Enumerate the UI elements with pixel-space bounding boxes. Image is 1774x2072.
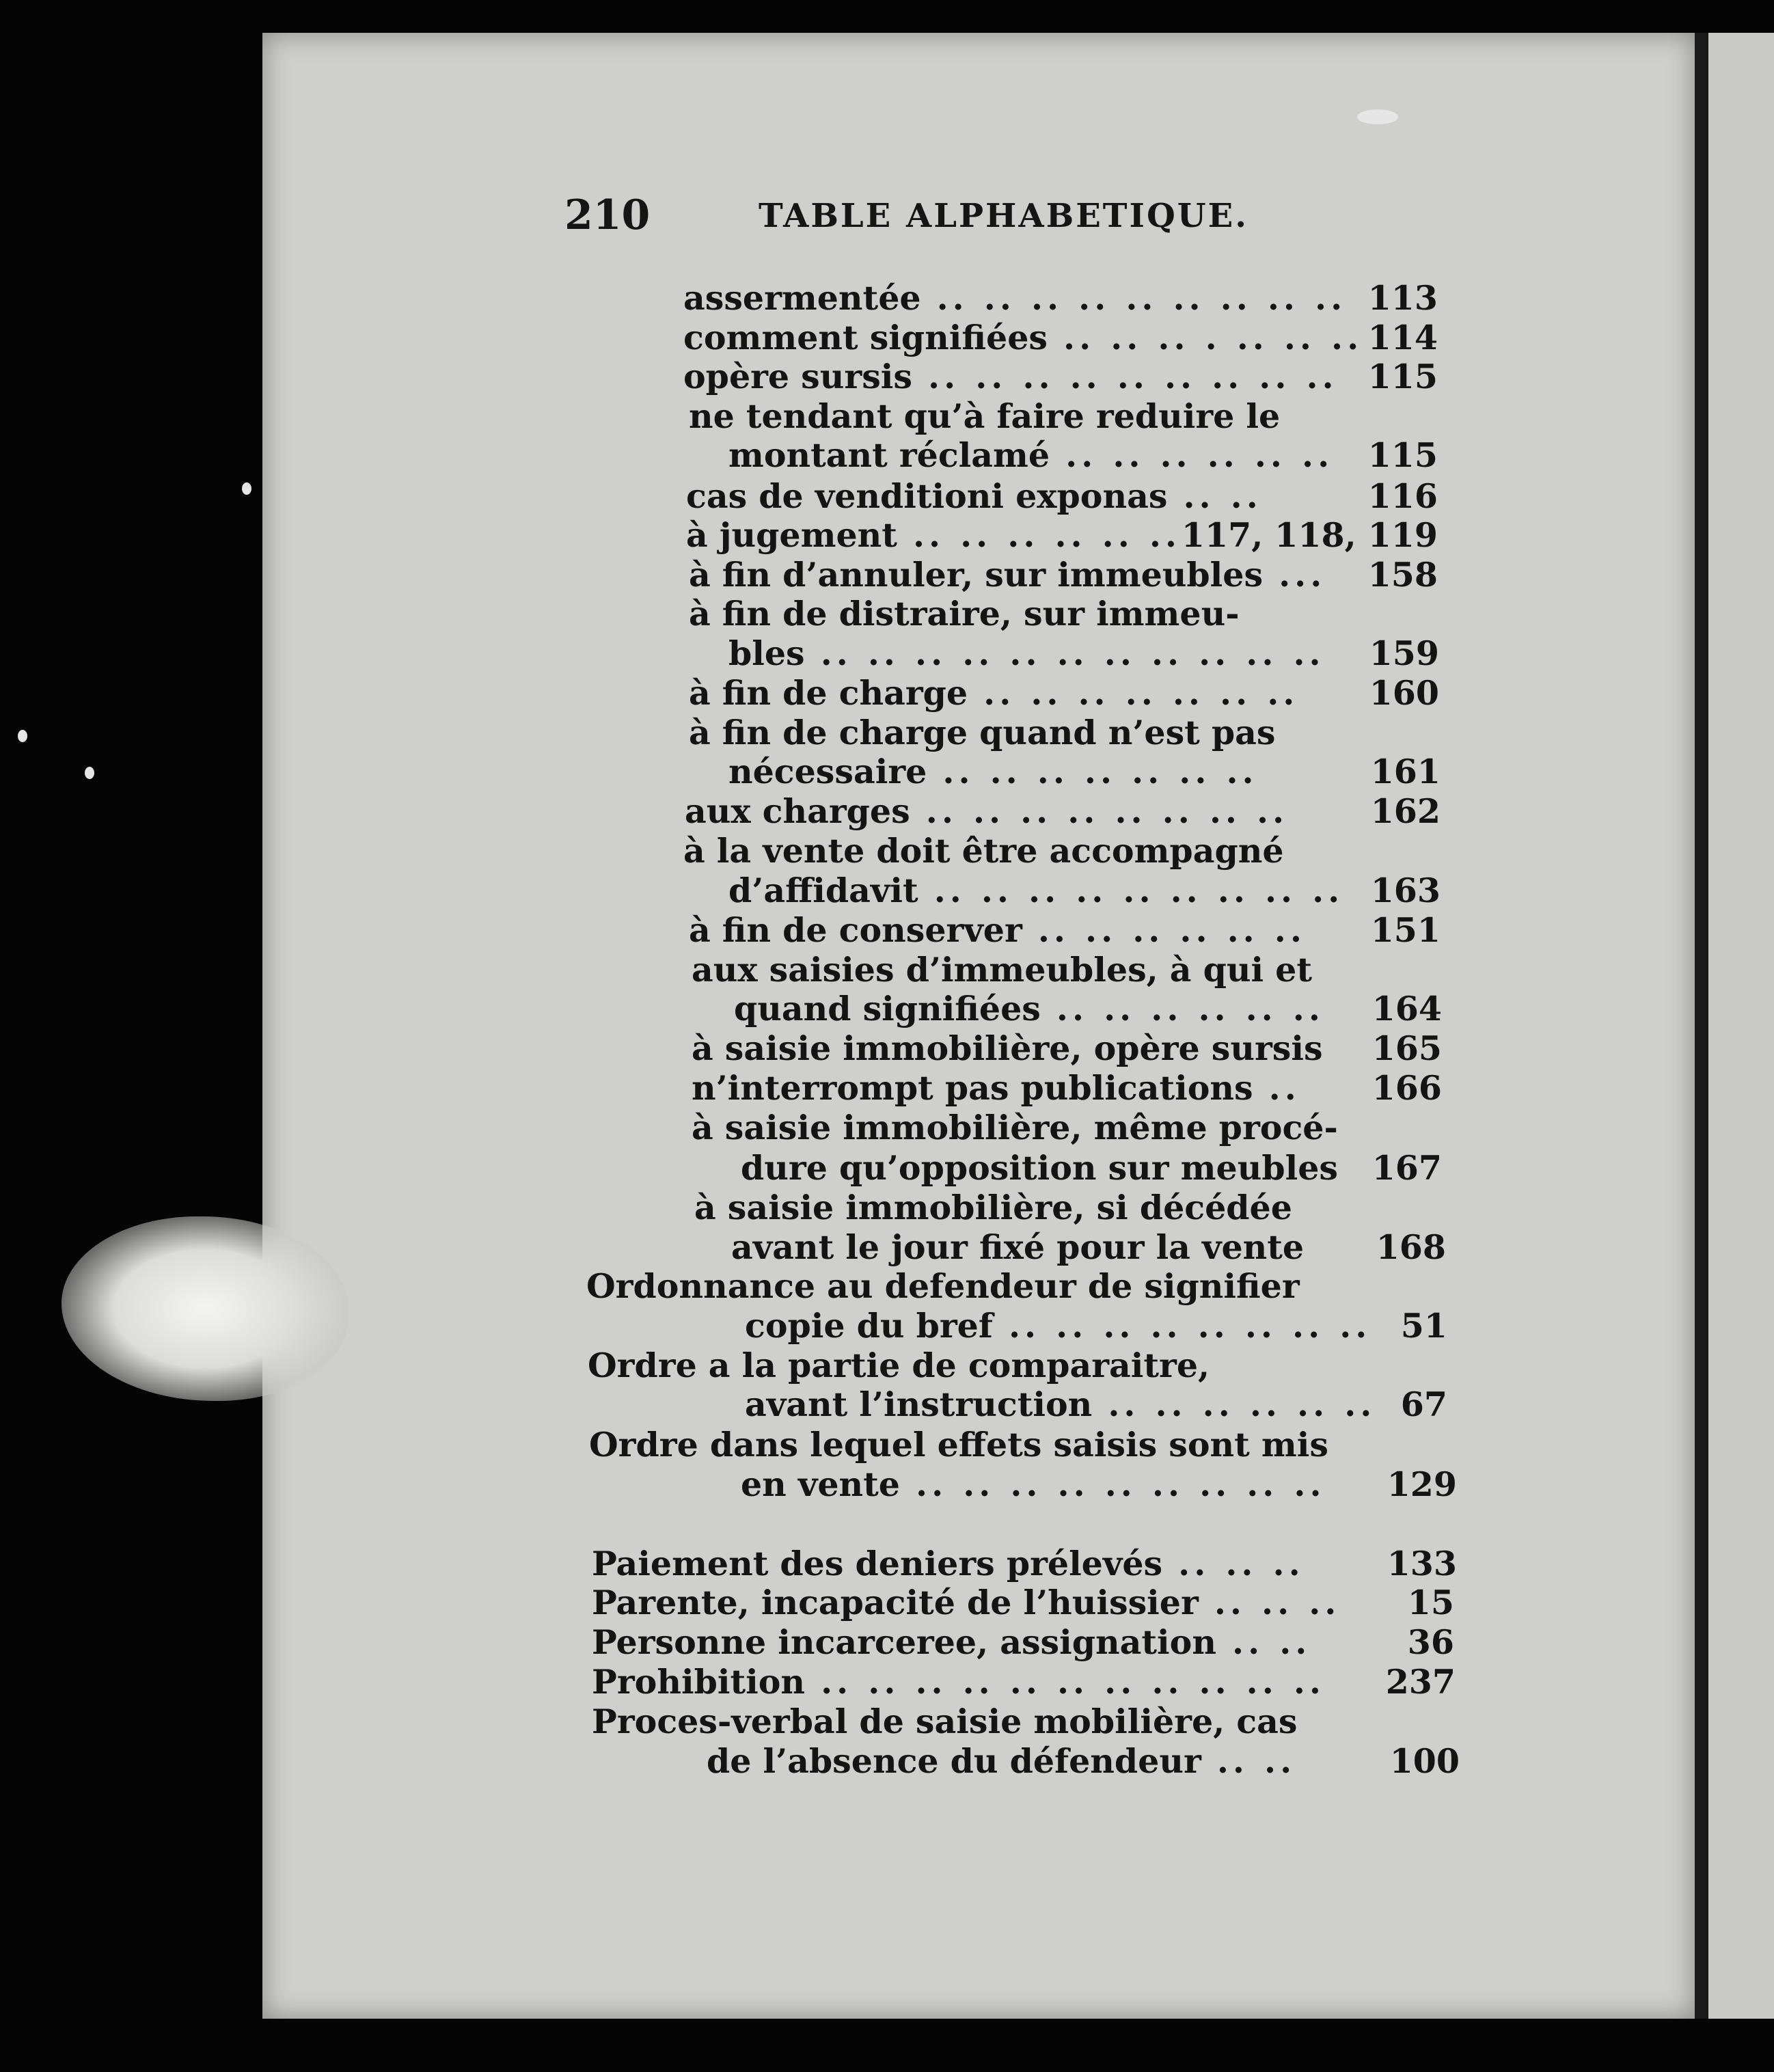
- entry-text: assignation: [988, 1622, 1216, 1662]
- entry-heading: Parente,: [592, 1583, 750, 1622]
- index-entry: [589, 1425, 1328, 1464]
- dot-leader: ...: [1263, 555, 1326, 595]
- page-reference: 115: [1367, 357, 1438, 396]
- page-reference: 133: [1387, 1544, 1457, 1583]
- page-reference: 116: [1367, 476, 1438, 516]
- entry-text: à saisie immobilière, opère sursis: [692, 1028, 1323, 1068]
- entry-text: en vente: [741, 1464, 900, 1504]
- entry-heading: Prohibition: [592, 1662, 806, 1702]
- entry-text: des deniers prélevés: [768, 1544, 1163, 1583]
- page-gutter: [1695, 33, 1708, 2019]
- entry-text: à fin d’annuler, sur immeubles: [689, 555, 1264, 595]
- page-reference: 113: [1367, 278, 1438, 318]
- entry-heading: Proces-verbal: [592, 1702, 848, 1741]
- page-reference: 129: [1387, 1464, 1457, 1504]
- page-reference: 162: [1370, 791, 1441, 831]
- dot-leader: .. ..: [1167, 476, 1262, 516]
- entry-text: à fin de conserver: [689, 910, 1022, 950]
- index-entry: [692, 950, 1328, 990]
- page-reference: 164: [1372, 989, 1442, 1028]
- page-reference: 36: [1407, 1622, 1454, 1662]
- entry-text: nécessaire: [728, 752, 927, 791]
- dust-speck: [1357, 109, 1398, 124]
- dust-speck: [242, 482, 251, 495]
- page-reference: 168: [1376, 1227, 1446, 1267]
- entry-text: à saisie immobilière, même procé-: [692, 1108, 1338, 1147]
- entry-text: de signifier: [1076, 1266, 1300, 1306]
- entry-heading: Ordre a la partie de comparaitre,: [588, 1346, 1210, 1385]
- entry-text: dans lequel effets saisis sont mis: [698, 1425, 1328, 1464]
- dot-leader: .. .. .. .. .. ..: [1040, 989, 1324, 1028]
- page-reference: 167: [1372, 1148, 1442, 1188]
- entry-text: à jugement: [686, 515, 897, 555]
- dust-speck: [85, 767, 94, 779]
- dot-leader: .. .. .. .. .. .. ..: [968, 673, 1299, 713]
- index-entry: [692, 1108, 1338, 1147]
- dot-leader: .. .. .. .. .. .. ..: [927, 752, 1258, 791]
- dot-leader: .. .. .. .. .. .. .. .. ..: [899, 1464, 1326, 1504]
- page-reference: 114: [1367, 318, 1438, 357]
- entry-text: n’interrompt pas publications: [692, 1068, 1253, 1108]
- dot-leader: .. .. .. .. .. ..: [897, 515, 1181, 555]
- paper-stain: [62, 1216, 349, 1401]
- dot-leader: ..: [1253, 1068, 1300, 1108]
- entry-text: assermentée: [683, 278, 921, 318]
- page-reference: 166: [1372, 1068, 1442, 1108]
- dot-leader: .. .. .. .. .. ..: [1022, 910, 1306, 950]
- entry-text: dure qu’opposition sur meubles: [741, 1148, 1338, 1188]
- dot-leader: .. .. .. .. .. .. .. ..: [992, 1306, 1372, 1346]
- entry-text: copie du bref: [745, 1306, 993, 1346]
- entry-heading: Paiement: [592, 1544, 769, 1583]
- page-reference: 159: [1369, 633, 1439, 673]
- dot-leader: .. .. .. .. .. .. .. .. ..: [918, 871, 1344, 910]
- entry-heading: Ordre: [589, 1425, 698, 1464]
- dot-leader: .. .. .. .. .. ..: [1092, 1385, 1376, 1424]
- entry-text: cas de venditioni exponas: [686, 476, 1168, 516]
- dot-leader: .. ..: [1216, 1622, 1311, 1662]
- dot-leader: .. .. .. .. .. .. .. .. .. .. ..: [805, 1662, 1325, 1702]
- dot-leader: .. .. .. .. .. .. .. .. .. .. ..: [804, 633, 1325, 673]
- dot-leader: .. .. .. .. .. ..: [1050, 435, 1334, 475]
- index-entry: [689, 396, 1328, 436]
- page-reference: 15: [1407, 1583, 1454, 1622]
- page-reference: 100: [1389, 1741, 1460, 1781]
- entry-text: d’affidavit: [728, 871, 918, 910]
- page-reference: 51: [1400, 1306, 1447, 1346]
- entry-text: de saisie mobilière, cas: [847, 1702, 1298, 1741]
- entry-text: ne tendant qu’à faire reduire le: [689, 396, 1281, 436]
- index-entry: [689, 594, 1328, 633]
- page-reference: 158: [1367, 555, 1438, 595]
- page-reference: 165: [1372, 1028, 1442, 1068]
- entry-text: aux saisies d’immeubles, à qui et: [692, 950, 1312, 990]
- entry-heading: Personne incarceree,: [592, 1622, 989, 1662]
- dust-speck: [18, 730, 27, 742]
- entry-heading: Ordonnance au defendeur: [586, 1266, 1076, 1306]
- entry-text: avant l’instruction: [745, 1385, 1093, 1424]
- dot-leader: .. .. .. .. .. .. .. .. ..: [912, 357, 1338, 396]
- entry-text: montant réclamé: [728, 435, 1050, 475]
- page-reference: 237: [1385, 1662, 1456, 1702]
- page-number: 210: [564, 191, 651, 239]
- entry-text: à fin de charge: [689, 673, 968, 713]
- entry-text: à fin de charge quand n’est pas: [689, 713, 1276, 752]
- index-entry: [694, 1188, 1328, 1227]
- dot-leader: .. .. ..: [1198, 1583, 1341, 1622]
- index-entry: [586, 1266, 1328, 1306]
- page-reference: 161: [1370, 752, 1441, 791]
- index-entry: [592, 1702, 1328, 1741]
- page-reference: 160: [1369, 673, 1439, 713]
- entry-text: bles: [728, 633, 805, 673]
- dot-leader: .. .. .. . .. .. ..: [1047, 318, 1363, 357]
- page-title: TABLE ALPHABETIQUE.: [759, 197, 1248, 235]
- entry-text: avant le jour fixé pour la vente: [731, 1227, 1305, 1267]
- index-entry: [689, 713, 1328, 752]
- entry-text: de l’absence du défendeur: [707, 1741, 1201, 1781]
- index-entry: [683, 831, 1328, 871]
- page-reference: 117, 118, 119: [1181, 515, 1438, 555]
- page-reference: 163: [1370, 871, 1441, 910]
- dot-leader: .. .. .. .. .. .. .. ..: [910, 791, 1289, 831]
- dot-leader: .. .. .. .. .. .. .. .. ..: [920, 278, 1347, 318]
- entry-text: quand signifiées: [734, 989, 1041, 1028]
- page-reference: 115: [1367, 435, 1438, 475]
- dot-leader: .. ..: [1201, 1741, 1296, 1781]
- page-reference: 151: [1370, 910, 1441, 950]
- entry-text: à fin de distraire, sur immeu-: [689, 594, 1240, 633]
- entry-text: aux charges: [685, 791, 910, 831]
- page-reference: 67: [1400, 1385, 1447, 1424]
- entry-text: à saisie immobilière, si décédée: [694, 1188, 1292, 1227]
- facing-page-edge: [1708, 33, 1774, 2019]
- index-entry: [588, 1346, 1328, 1385]
- entry-text: opère sursis: [683, 357, 912, 396]
- entry-text: à la vente doit être accompagné: [683, 831, 1284, 871]
- dot-leader: .. .. ..: [1162, 1544, 1305, 1583]
- entry-text: incapacité de l’huissier: [749, 1583, 1199, 1622]
- entry-text: comment signifiées: [683, 318, 1048, 357]
